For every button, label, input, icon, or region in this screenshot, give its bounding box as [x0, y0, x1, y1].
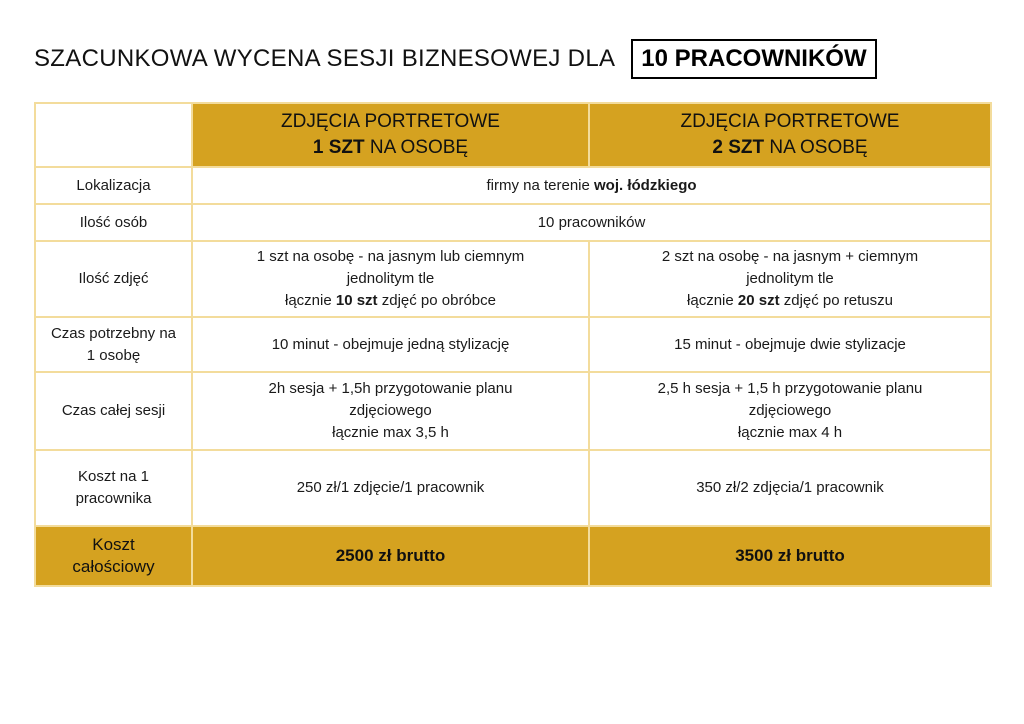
- cell-text-bold: 20 szt: [737, 292, 780, 309]
- header-option-2-suffix: NA OSOBĘ: [764, 137, 868, 158]
- cell-ilosc-zdjec-option-1: [192, 241, 589, 317]
- cell-text-line: łącznie max 3,5 h: [332, 424, 449, 441]
- cell-text-line: 1 szt na osobę - na jasnym lub ciemnym: [256, 248, 525, 265]
- row-label-line: 1 osobę: [86, 346, 141, 364]
- header-option-1-subtitle: [203, 135, 578, 161]
- table-row: [35, 167, 991, 204]
- row-label-line: pracownika: [75, 490, 152, 507]
- cell-text-part: zdjęć po obróbce: [377, 292, 496, 309]
- header-option-1-title: ZDJĘCIA PORTRETOWE: [281, 111, 500, 132]
- header-option-2-subtitle: [600, 135, 980, 161]
- cell-text-line: jednolitym tle: [746, 270, 834, 287]
- table-row: [35, 241, 991, 317]
- cell-text-part: zdjęć po retuszu: [779, 292, 893, 309]
- header-option-1: [192, 103, 589, 167]
- page-title-row: [34, 38, 877, 80]
- row-label-line: Czas potrzebny na: [50, 324, 177, 342]
- cell-text-line: zdjęciowego: [748, 402, 832, 419]
- header-empty-cell: [35, 103, 192, 167]
- cell-czas-sesji-option-1: [192, 372, 589, 450]
- row-label-line: Koszt na 1: [78, 468, 149, 485]
- row-label-ilosc-osob: Ilość osób: [35, 204, 192, 241]
- cell-czas-osoba-option-2: 15 minut - obejmuje dwie stylizacje: [589, 317, 991, 372]
- header-option-2: [589, 103, 991, 167]
- row-label-ilosc-zdjec: Ilość zdjęć: [35, 241, 192, 317]
- cell-lokalizacja: [192, 167, 991, 204]
- header-option-2-qty: 2 SZT: [712, 137, 765, 158]
- cell-text-line: [600, 290, 980, 312]
- cell-text-line: 2h sesja + 1,5h przygotowanie planu: [268, 380, 513, 397]
- cell-text-line: jednolitym tle: [346, 270, 435, 287]
- cell-koszt-total-option-2: 3500 zł brutto: [589, 526, 991, 586]
- pricing-table: [34, 102, 992, 587]
- cell-text-line: [203, 290, 578, 312]
- cell-lokalizacja-text: firmy na terenie: [486, 176, 595, 194]
- table-row: [35, 372, 991, 450]
- table-row: [35, 317, 991, 372]
- cell-text-line: 2 szt na osobę - na jasnym + ciemnym: [661, 248, 919, 265]
- row-label-line: Koszt: [92, 535, 135, 554]
- table-header-row: [35, 103, 991, 167]
- cell-ilosc-osob: 10 pracowników: [192, 204, 991, 241]
- row-label-koszt-total: [35, 526, 192, 586]
- cell-koszt-1-option-1: 250 zł/1 zdjęcie/1 pracownik: [192, 450, 589, 526]
- cell-text-part: łącznie: [687, 292, 738, 309]
- cell-text-line: 2,5 h sesja + 1,5 h przygotowanie planu: [657, 380, 923, 397]
- page-title: SZACUNKOWA WYCENA SESJI BIZNESOWEJ DLA: [34, 45, 616, 72]
- table-total-row: [35, 526, 991, 586]
- cell-text-line: łącznie max 4 h: [737, 424, 843, 441]
- header-option-1-qty: 1 SZT: [312, 137, 365, 158]
- row-label-koszt-1: [35, 450, 192, 526]
- table-row: [35, 450, 991, 526]
- cell-czas-osoba-option-1: 10 minut - obejmuje jedną stylizację: [192, 317, 589, 372]
- header-option-2-title: ZDJĘCIA PORTRETOWE: [680, 111, 900, 132]
- cell-text-bold: 10 szt: [335, 292, 378, 309]
- cell-lokalizacja-region: woj. łódzkiego: [594, 176, 697, 194]
- header-option-1-suffix: NA OSOBĘ: [364, 137, 469, 158]
- title-highlight-badge: 10 PRACOWNIKÓW: [631, 39, 876, 79]
- table-row: [35, 204, 991, 241]
- cell-koszt-1-option-2: 350 zł/2 zdjęcia/1 pracownik: [589, 450, 991, 526]
- row-label-czas-sesji: Czas całej sesji: [35, 372, 192, 450]
- row-label-czas-osoba: [35, 317, 192, 372]
- cell-text-part: łącznie: [285, 292, 336, 309]
- cell-koszt-total-option-1: 2500 zł brutto: [192, 526, 589, 586]
- row-label-lokalizacja: Lokalizacja: [35, 167, 192, 204]
- cell-ilosc-zdjec-option-2: [589, 241, 991, 317]
- cell-czas-sesji-option-2: [589, 372, 991, 450]
- cell-text-line: zdjęciowego: [349, 402, 432, 419]
- row-label-line: całościowy: [72, 557, 155, 576]
